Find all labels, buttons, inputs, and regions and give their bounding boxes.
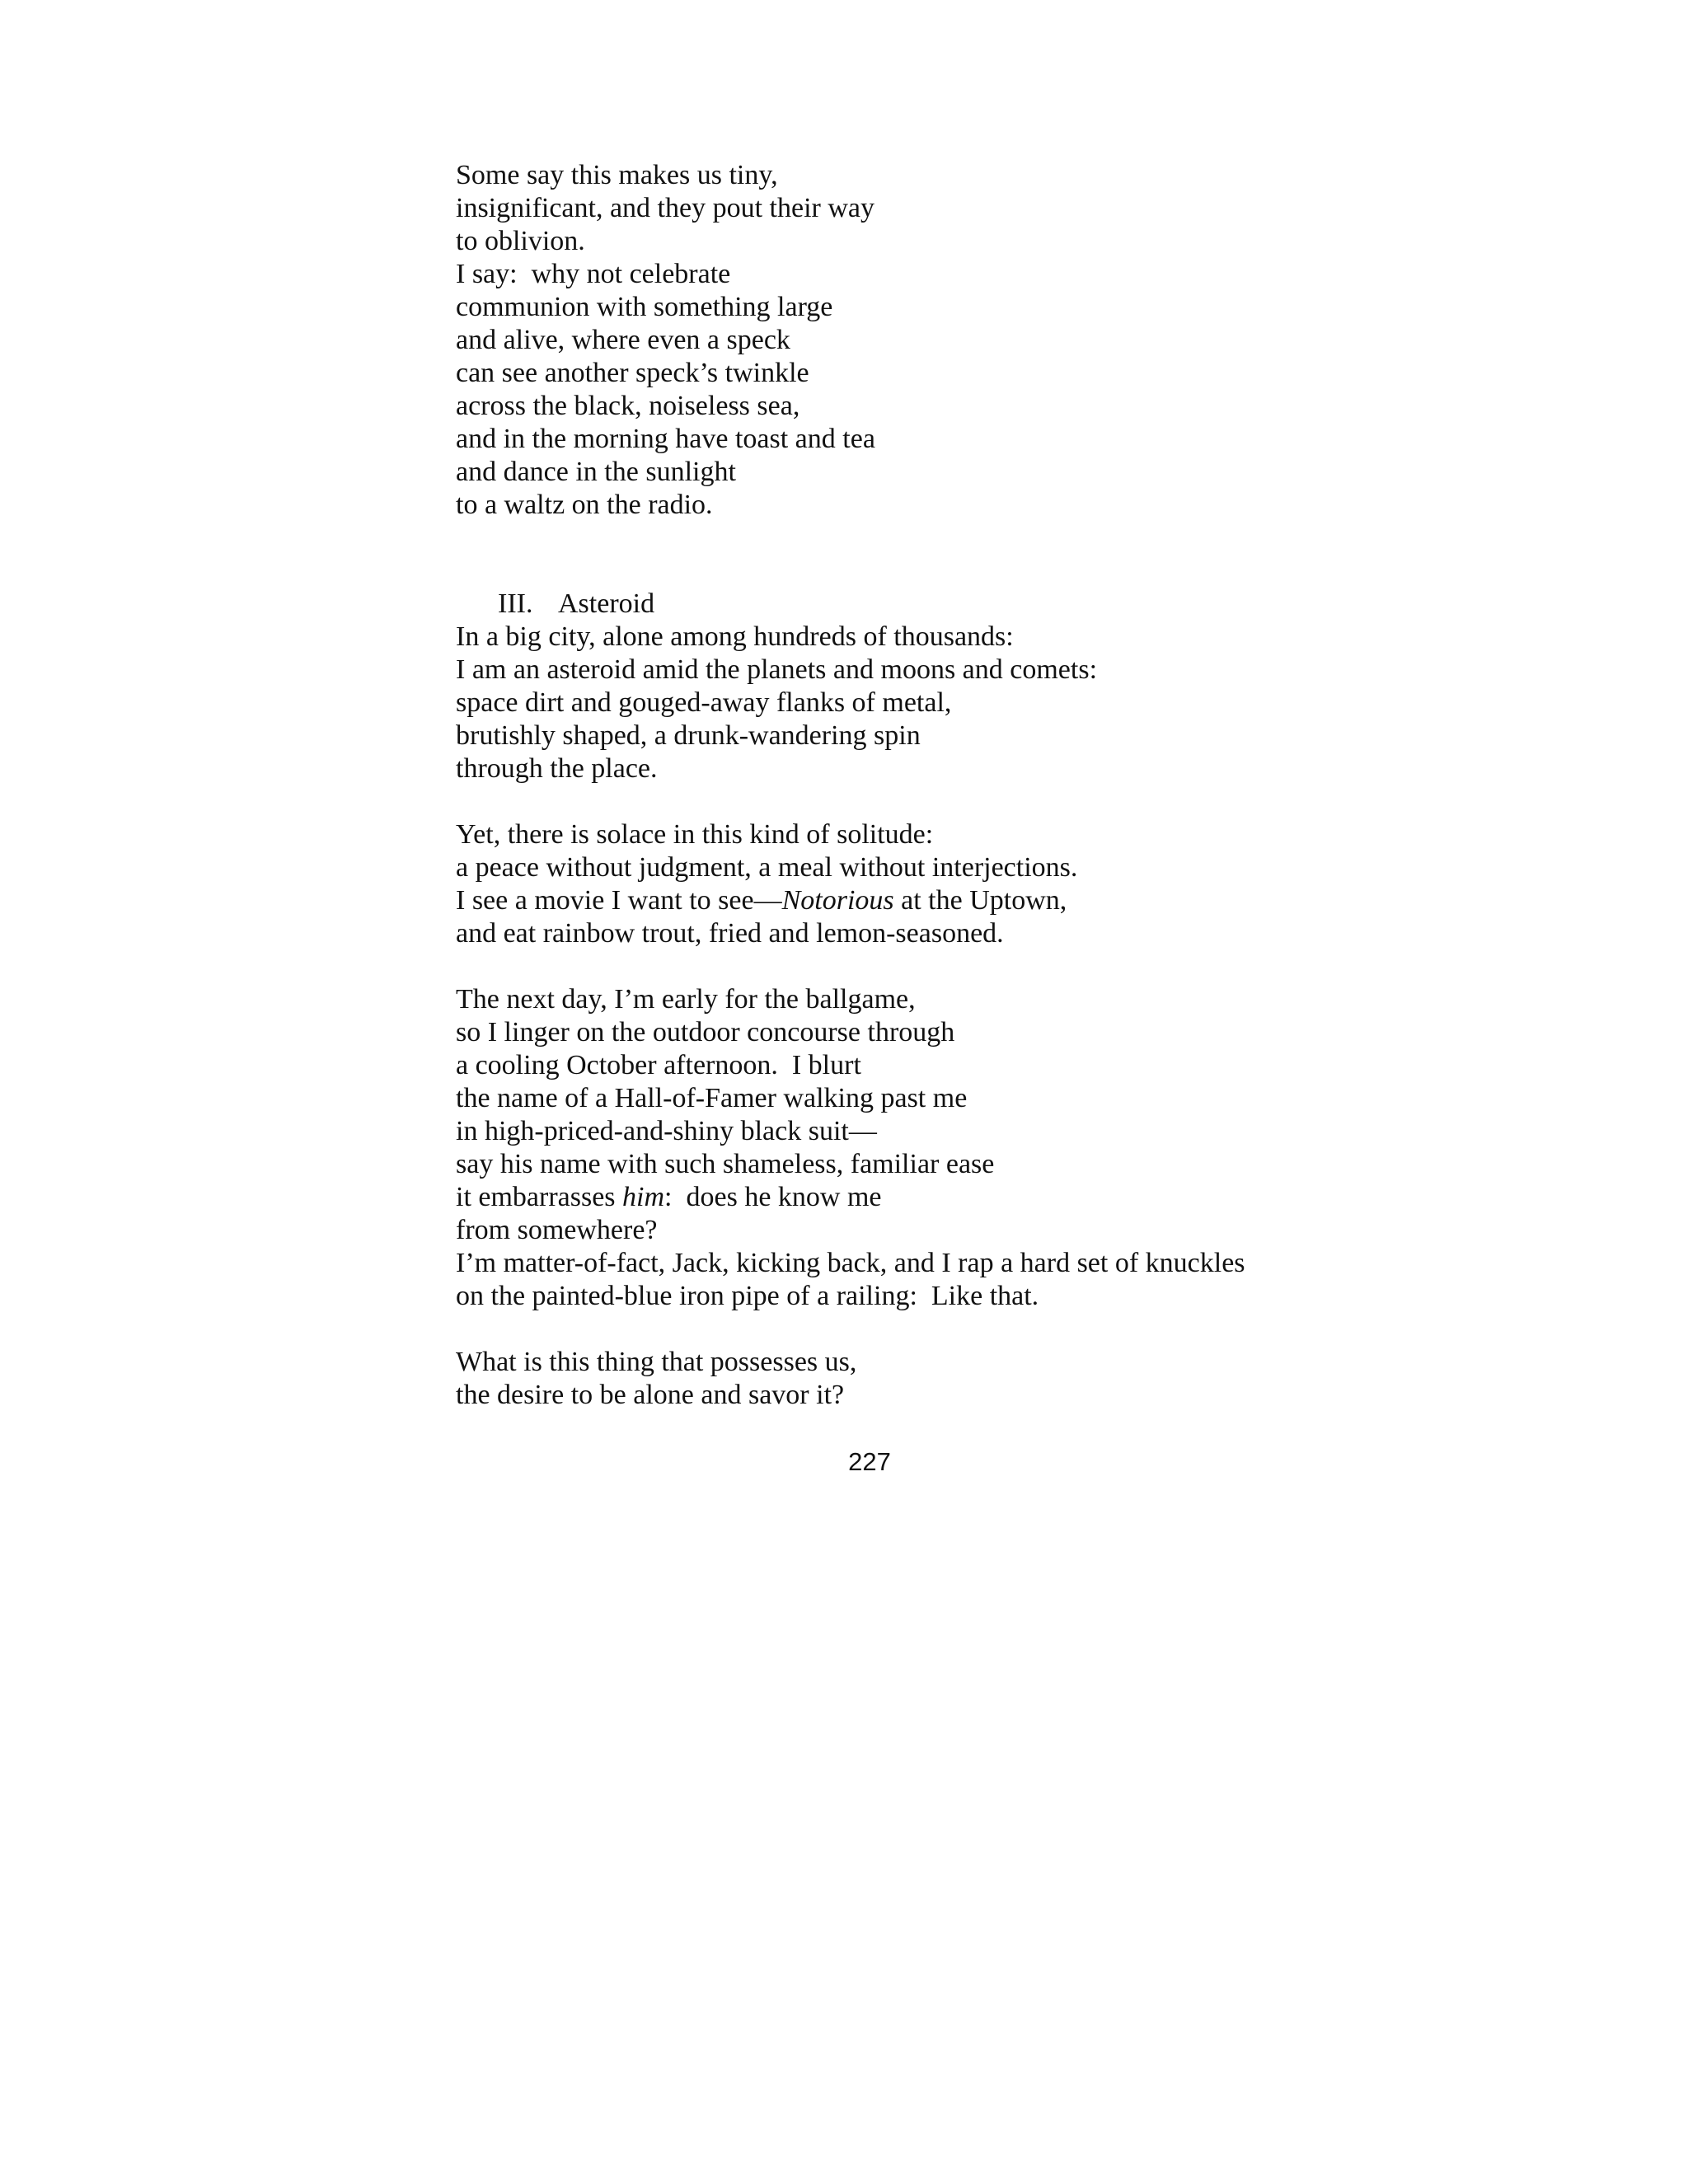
poem-line <box>456 1181 1688 1214</box>
poem-line: across the black, noiseless sea, <box>456 391 800 421</box>
poem-line: and eat rainbow trout, fried and lemon-seasoned. <box>456 918 1004 949</box>
poem-line: from somewhere? <box>456 1215 658 1245</box>
poem-line: communion with something large <box>456 292 833 322</box>
stanza <box>456 621 1688 785</box>
poem-body <box>456 159 1688 1412</box>
poem-line: and alive, where even a speck <box>456 325 790 355</box>
poem-line: I’m matter-of-fact, Jack, kicking back, and I rap a hard set of knuckles <box>456 1248 1245 1278</box>
poem-line: The next day, I’m early for the ballgame, <box>456 984 916 1015</box>
poem-line: insignificant, and they pout their way <box>456 193 874 223</box>
poem-line: through the place. <box>456 753 658 784</box>
stanza-gap <box>456 785 1688 818</box>
poem-line: Yet, there is solace in this kind of solitude: <box>456 819 934 850</box>
poem-line <box>456 884 1688 917</box>
poem-line: I am an asteroid amid the planets and moons and comets: <box>456 654 1098 685</box>
line-text: I see a movie I want to see— <box>456 885 782 916</box>
poem-line: brutishly shaped, a drunk-wandering spin <box>456 720 921 751</box>
poem-line: Some say this makes us tiny, <box>456 160 778 190</box>
stanza-gap <box>456 950 1688 983</box>
stanza <box>456 1346 1688 1412</box>
poem-line: in high-priced-and-shiny black suit— <box>456 1116 877 1146</box>
poem-line: and in the morning have toast and tea <box>456 424 875 454</box>
poem-line: the desire to be alone and savor it? <box>456 1380 845 1410</box>
poem-line: to a waltz on the radio. <box>456 490 713 520</box>
poem-line: What is this thing that possesses us, <box>456 1347 857 1377</box>
section-numeral: III. <box>498 588 533 619</box>
stanza <box>456 983 1688 1313</box>
section-heading <box>456 555 1688 619</box>
poem-line: so I linger on the outdoor concourse through <box>456 1017 955 1047</box>
poem-line: the name of a Hall-of-Famer walking past me <box>456 1083 968 1113</box>
movie-title: Notorious <box>781 885 894 916</box>
poem-line: can see another speck’s twinkle <box>456 358 809 388</box>
poem-line: to oblivion. <box>456 226 585 256</box>
poem-line: and dance in the sunlight <box>456 457 736 487</box>
poem-line: on the painted-blue iron pipe of a railing: Like that. <box>456 1281 1039 1311</box>
poem-line: space dirt and gouged-away flanks of metal, <box>456 687 952 718</box>
stanza-gap <box>456 522 1688 555</box>
poem-line: say his name with such shameless, familiar ease <box>456 1149 995 1179</box>
poem-line: In a big city, alone among hundreds of thousands: <box>456 621 1014 652</box>
line-text: : does he know me <box>664 1182 882 1212</box>
line-text: it embarrasses <box>456 1182 623 1212</box>
line-text: at the Uptown, <box>893 885 1067 916</box>
poem-line: a peace without judgment, a meal without interjections. <box>456 852 1078 883</box>
poem-line: I say: why not celebrate <box>456 259 731 289</box>
stanza <box>456 159 1688 522</box>
section-title: Asteroid <box>558 588 655 619</box>
poem-line: a cooling October afternoon. I blurt <box>456 1050 861 1080</box>
page-number: 227 <box>848 1447 891 1476</box>
emphasized-word: him <box>622 1182 665 1212</box>
stanza <box>456 818 1688 950</box>
stanza-gap <box>456 1313 1688 1346</box>
